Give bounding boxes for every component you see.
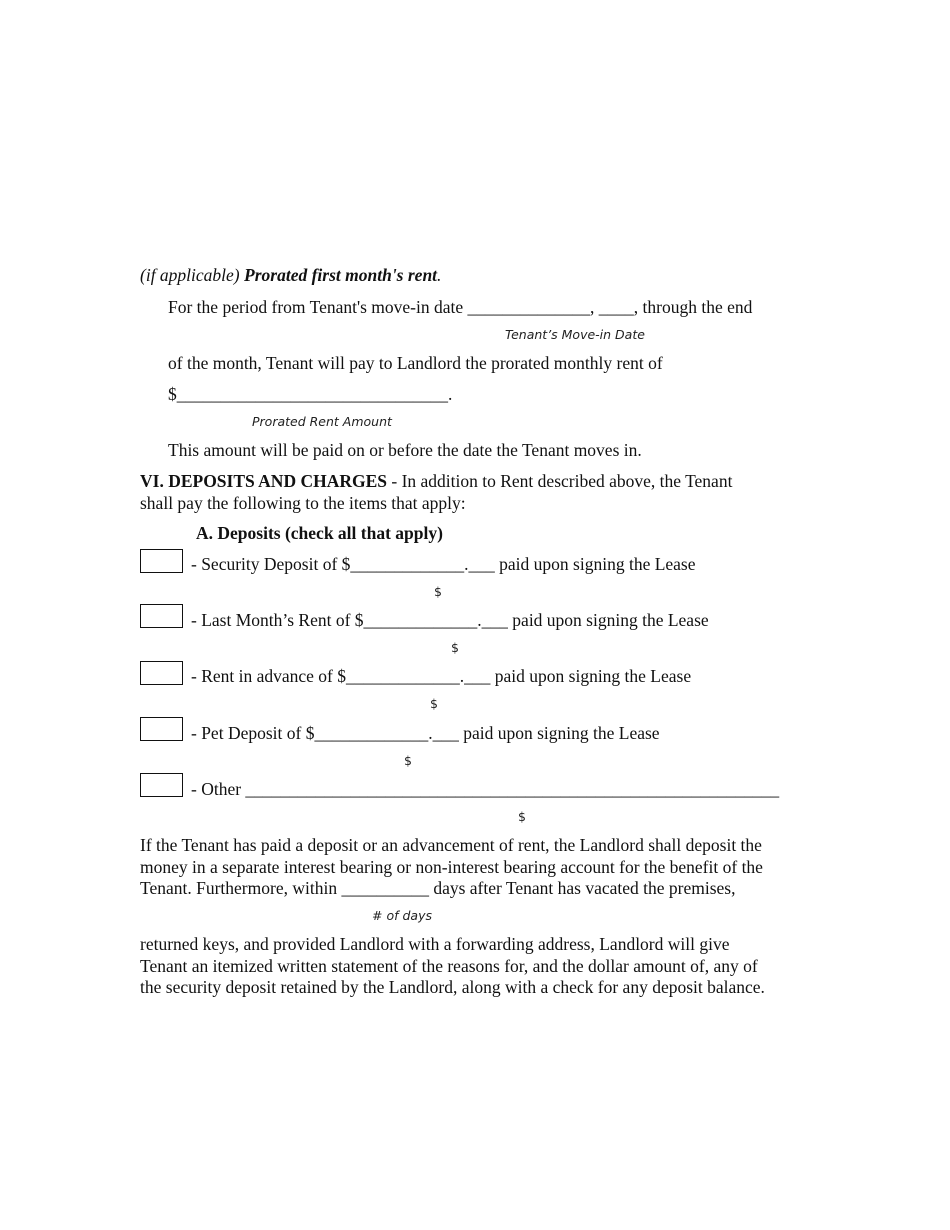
prorated-heading-suffix: . [437, 265, 442, 285]
last-months-rent-checkbox[interactable] [140, 604, 183, 628]
prorated-amount-caption: Prorated Rent Amount [252, 414, 392, 429]
deposit-terms-line-2: money in a separate interest bearing or non-interest bearing account for the benefit of the [140, 857, 763, 877]
deposit-terms-line-4: returned keys, and provided Landlord with a forwarding address, Landlord will give [140, 934, 730, 954]
prorated-line-4: This amount will be paid on or before the date the Tenant moves in. [168, 440, 642, 460]
prorated-line-1: For the period from Tenant's move-in date ______________, ____, through the end [168, 297, 753, 317]
other-deposit-caption: $ [518, 809, 526, 824]
deposit-terms-line-1: If the Tenant has paid a deposit or an advancement of rent, the Landlord shall deposit the [140, 835, 762, 855]
security-deposit-label: - Security Deposit of $_____________.___ paid upon signing the Lease [191, 554, 696, 574]
prorated-heading-prefix: (if applicable) [140, 265, 240, 285]
prorated-heading-title: Prorated first month's rent [244, 265, 438, 285]
other-deposit-label: - Other _____________________________________________________________ [191, 779, 780, 799]
pet-deposit-checkbox[interactable] [140, 717, 183, 741]
last-months-rent-caption: $ [451, 640, 459, 655]
prorated-amount-field: $_______________________________. [168, 384, 453, 404]
pet-deposit-label: - Pet Deposit of $_____________.___ paid upon signing the Lease [191, 723, 660, 743]
deposits-subheading: A. Deposits (check all that apply) [196, 523, 443, 543]
prorated-heading [140, 265, 441, 286]
rent-in-advance-label: - Rent in advance of $_____________.___ paid upon signing the Lease [191, 666, 692, 686]
prorated-line-2: of the month, Tenant will pay to Landlord the prorated monthly rent of [168, 353, 663, 373]
deposits-section-intro [140, 471, 732, 492]
security-deposit-checkbox[interactable] [140, 549, 183, 573]
pet-deposit-caption: $ [404, 753, 412, 768]
deposits-section-intro-line-1: - In addition to Rent described above, the Tenant [387, 471, 733, 491]
rent-in-advance-checkbox[interactable] [140, 661, 183, 685]
other-deposit-checkbox[interactable] [140, 773, 183, 797]
deposit-terms-line-3: Tenant. Furthermore, within __________ days after Tenant has vacated the premises, [140, 878, 736, 898]
deposits-section-intro-line-2: shall pay the following to the items that apply: [140, 493, 466, 513]
days-caption: # of days [372, 908, 432, 923]
security-deposit-caption: $ [434, 584, 442, 599]
last-months-rent-label: - Last Month’s Rent of $_____________.___ paid upon signing the Lease [191, 610, 709, 630]
deposits-section-title: VI. DEPOSITS AND CHARGES [140, 471, 387, 491]
deposit-terms-line-5: Tenant an itemized written statement of the reasons for, and the dollar amount of, any of [140, 956, 758, 976]
move-in-date-caption: Tenant’s Move-in Date [505, 327, 645, 342]
rent-in-advance-caption: $ [430, 696, 438, 711]
deposit-terms-line-6: the security deposit retained by the Landlord, along with a check for any deposit balance. [140, 977, 765, 997]
